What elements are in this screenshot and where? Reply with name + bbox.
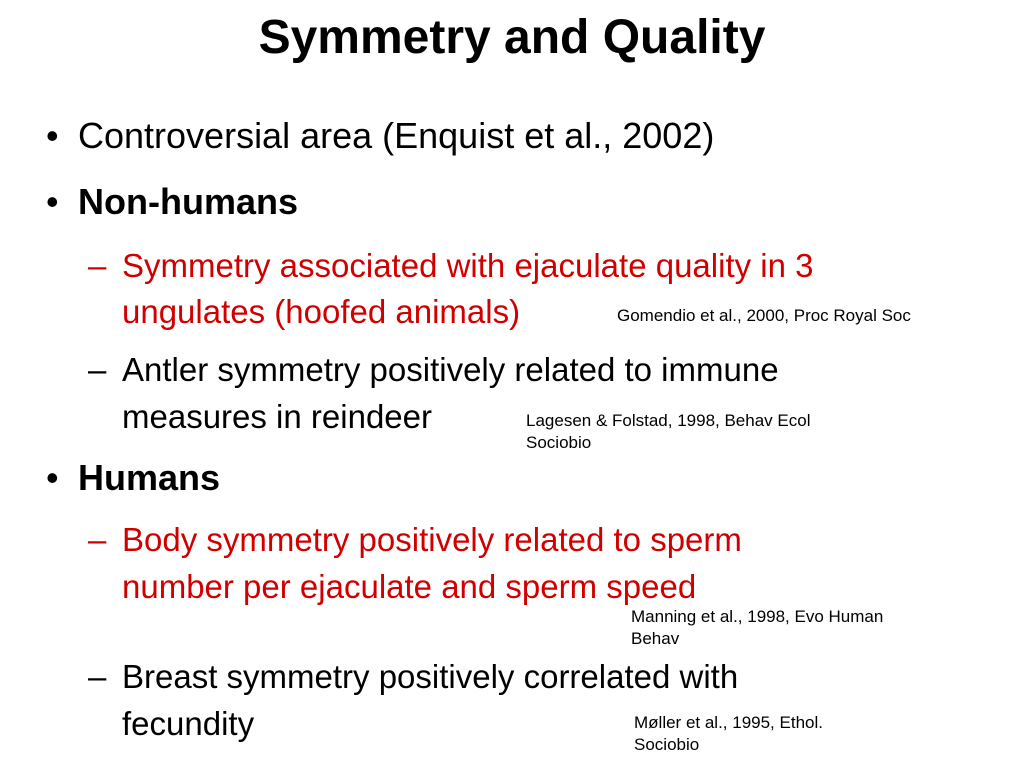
sub-bullet-dash: – [88,247,107,284]
sub-bullet-line-1: Breast symmetry positively correlated with [122,658,739,695]
bullet-text: Controversial area (Enquist et al., 2002) [78,115,715,156]
sub-bullet-line-2: number per ejaculate and sperm speed [122,568,697,605]
citation-moller [634,712,823,756]
citation-line-1: Møller et al., 1995, Ethol. [634,713,823,732]
bullet-text: Humans [78,457,221,498]
sub-bullet-dash: – [88,521,107,558]
citation-line-1: Lagesen & Folstad, 1998, Behav Ecol [526,411,811,430]
sub-bullet-line-1: Antler symmetry positively related to immune [122,351,779,388]
citation-gomendio: Gomendio et al., 2000, Proc Royal Soc [617,306,911,325]
bullet-dot: • [46,457,59,498]
sub-bullet-dash: – [88,658,107,695]
sub-bullet-dash: – [88,351,107,388]
bullet-dot: • [46,115,59,156]
citation-manning [631,606,883,650]
sub-bullet-line-2: fecundity [122,705,255,742]
citation-lagesen [526,410,810,454]
citation-line-1: Manning et al., 1998, Evo Human [631,607,884,626]
bullet-text: Non-humans [78,181,298,222]
sub-bullet-line-2: ungulates (hoofed animals) [122,293,521,330]
citation-line-2: Sociobio [634,735,700,754]
citation-line-2: Behav [631,629,680,648]
slide-title: Symmetry and Quality [258,11,766,64]
citation-line-2: Sociobio [526,433,592,452]
sub-bullet-line-1: Body symmetry positively related to sperm [122,521,742,558]
bullet-dot: • [46,181,59,222]
sub-bullet-line-1: Symmetry associated with ejaculate quality in 3 [122,247,814,284]
sub-bullet-line-2: measures in reindeer [122,398,432,435]
